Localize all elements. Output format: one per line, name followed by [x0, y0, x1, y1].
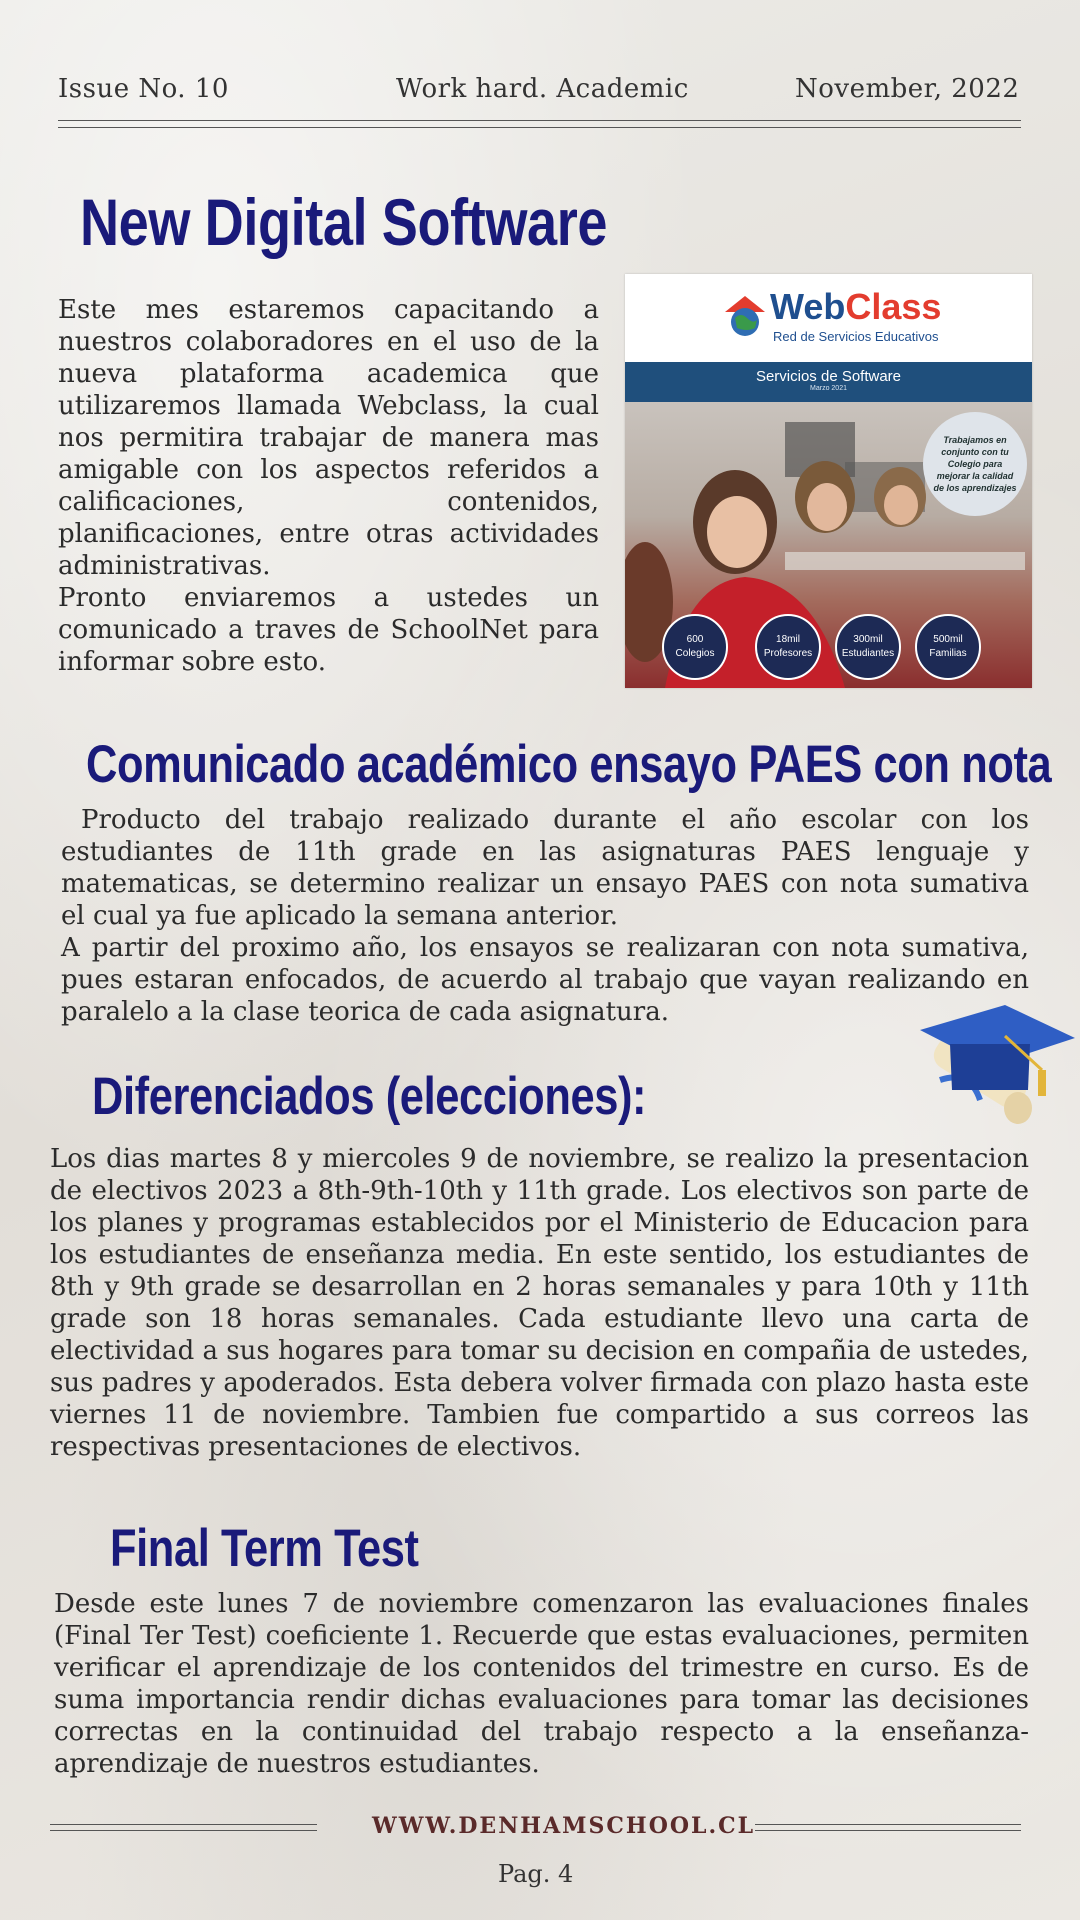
- webclass-promo-image: [625, 274, 1032, 688]
- section-body-new-software: [58, 294, 599, 678]
- header-rule-bottom: [58, 127, 1021, 128]
- logo-class: Class: [845, 286, 942, 327]
- paragraph: Los dias martes 8 y miercoles 9 de noviembre, se realizo la presentacion de electivos 2023 a 8th-9th-10th y 11th grade. Los electivos son parte de los planes y programas establecidos por el Ministerio de Educacion para los estudiantes de enseñanza media. En este sentido, los estudiantes de 8th y 9th grade se desarrollan en 2 horas semanales y para 10th y 11th grade son 18 horas semanales. Cada estudiante llevo una carta de electividad a sus hogares para tomar su decision en compañia de ustedes, sus padres y apoderados. Esta debera volver firmada con plazo hasta este viernes 11 de noviembre. Tambien fue compartido a sus correos las respectivas presentaciones de electivos.: [50, 1144, 1029, 1462]
- website-link[interactable]: WWW.DENHAMSCHOOL.CL: [372, 1813, 756, 1839]
- header-rule-top: [58, 120, 1021, 121]
- webclass-logo-text: [770, 286, 941, 328]
- paragraph: Pronto enviaremos a ustedes un comunicado a traves de SchoolNet para informar sobre esto.: [58, 583, 599, 677]
- paragraph: Este mes estaremos capacitando a nuestros colaboradores en el uso de la nueva plataforma academica que utilizaremos llamada Webclass, la cual nos permitira trabajar de manera mas amigable con los aspectos referidos a calificaciones, contenidos, planificaciones, entre otras actividades administrativas.: [58, 295, 599, 581]
- header-tagline: Work hard. Academic: [396, 74, 689, 104]
- stat-circle: [662, 614, 728, 680]
- webclass-band-title: Servicios de Software: [755, 368, 902, 385]
- section-body-diferenciados: [50, 1143, 1029, 1463]
- issue-number: Issue No. 10: [58, 74, 229, 104]
- webclass-photo: [625, 402, 1032, 688]
- graduation-cap-icon: [910, 1000, 1080, 1140]
- webclass-logo-icon: [721, 292, 769, 340]
- section-title-new-software: New Digital Software: [80, 185, 608, 259]
- stat-value: 18mil: [776, 634, 800, 645]
- stat-label: Familias: [929, 648, 967, 659]
- webclass-logo-area: [625, 274, 1032, 362]
- stat-label: Profesores: [763, 648, 813, 659]
- stat-circle: [915, 614, 981, 680]
- webclass-bubble: Trabajamos en conjunto con tu Colegio para mejorar la calidad de los aprendizajes: [923, 412, 1027, 516]
- paragraph: Producto del trabajo realizado durante el año escolar con los estudiantes de 11th grade en las asignaturas PAES lenguaje y matematicas, se determino realizar un ensayo PAES con nota sumativa el cual ya fue aplicado la semana anterior.: [61, 805, 1029, 931]
- footer-rule-left-top: [50, 1824, 317, 1825]
- stat-value: 600: [686, 634, 704, 645]
- issue-date: November, 2022: [795, 74, 1020, 104]
- stat-circle: [835, 614, 901, 680]
- section-title-paes: Comunicado académico ensayo PAES con nota: [86, 735, 1052, 794]
- footer-rule-right-top: [755, 1824, 1021, 1825]
- logo-web: Web: [770, 286, 846, 327]
- footer-rule-left-bottom: [50, 1830, 317, 1831]
- paragraph: Desde este lunes 7 de noviembre comenzaron las evaluaciones finales (Final Ter Test) coeficiente 1. Recuerde que estas evaluaciones, permiten verificar el aprendizaje de los contenidos del trimestre en curso. Es de suma importancia rendir dichas evaluaciones para tomar las decisiones correctas en la continuidad del trabajo respecto a la enseñanza-aprendizaje de nuestros estudiantes.: [54, 1589, 1029, 1779]
- stat-value: 500mil: [933, 634, 963, 645]
- stat-label: Colegios: [675, 648, 715, 659]
- webclass-band: [625, 362, 1032, 402]
- stat-circle: [755, 614, 821, 680]
- paragraph: A partir del proximo año, los ensayos se realizaran con nota sumativa, pues estaran enfocados, de acuerdo al trabajo que vayan realizando en paralelo a la clase teorica de cada asignatura.: [61, 933, 1029, 1027]
- section-title-diferenciados: Diferenciados (elecciones):: [92, 1067, 647, 1126]
- page-number: Pag. 4: [498, 1860, 574, 1888]
- stat-label: Estudiantes: [841, 648, 895, 659]
- webclass-band-date: Marzo 2021: [810, 385, 847, 392]
- footer-rule-right-bottom: [755, 1830, 1021, 1831]
- section-title-final-term: Final Term Test: [110, 1519, 419, 1578]
- section-body-final-term: [54, 1588, 1029, 1780]
- stat-value: 300mil: [853, 634, 883, 645]
- section-body-paes: [61, 804, 1029, 1028]
- webclass-logo-subtitle: Red de Servicios Educativos: [773, 329, 939, 344]
